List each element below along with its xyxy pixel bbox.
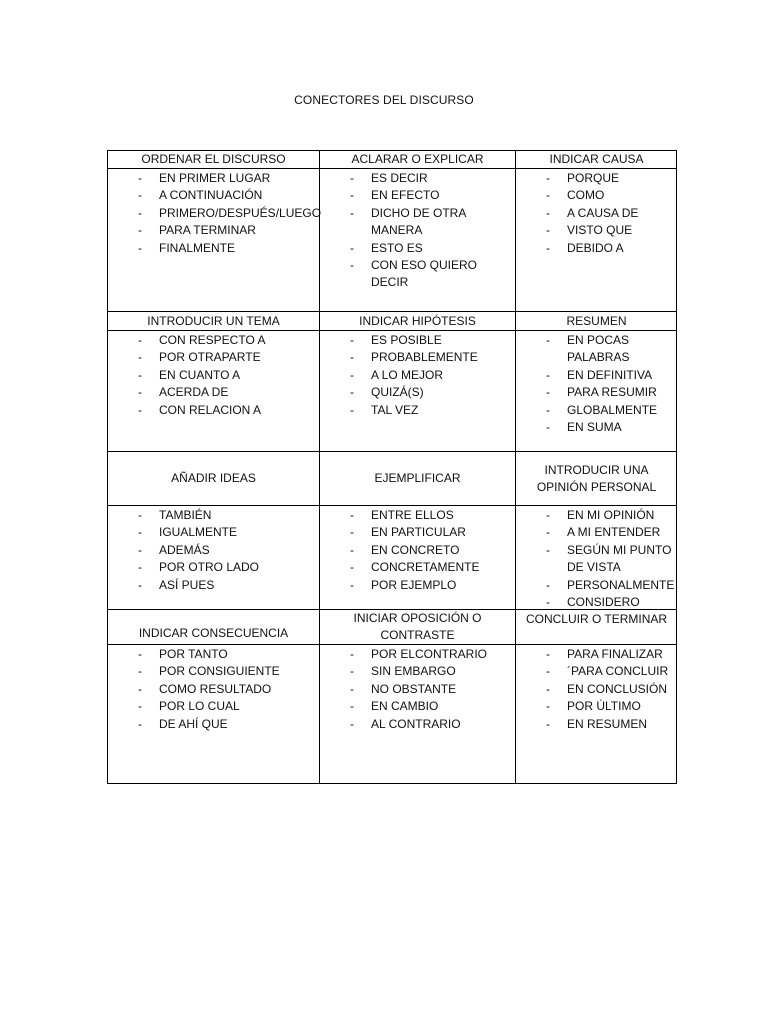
- section-body-concluir-o-terminar: [516, 645, 677, 784]
- connector-item: - ACERDA DE: [108, 384, 319, 401]
- section-heading-introducir-un-tema: INTRODUCIR UN TEMA: [108, 312, 320, 331]
- section-body-ejemplificar: [320, 506, 516, 610]
- connector-item: - POR CONSIGUIENTE: [108, 663, 319, 680]
- connector-item: - A MI ENTENDER: [516, 524, 677, 541]
- connector-item: - EN CAMBIO: [320, 698, 515, 715]
- connector-item: - VISTO QUE: [516, 222, 677, 239]
- section-heading-iniciar-oposicion-o-contraste: INICIAR OPOSICIÓN O CONTRASTE: [320, 610, 516, 645]
- connector-item: - POR ÚLTIMO: [516, 698, 677, 715]
- connector-list: [516, 331, 677, 436]
- connector-list: [516, 645, 677, 733]
- connector-item: - ´PARA CONCLUIR: [516, 663, 677, 680]
- connectors-table: [107, 150, 677, 784]
- connector-item: - FINALMENTE: [108, 240, 319, 257]
- connector-item: - PARA FINALIZAR: [516, 646, 677, 663]
- connector-list: [320, 506, 515, 594]
- connector-list: [320, 169, 515, 292]
- connector-list: [108, 645, 319, 733]
- connector-item: - A CAUSA DE: [516, 205, 677, 222]
- connector-list: [516, 506, 677, 611]
- connector-item: - ADEMÁS: [108, 542, 319, 559]
- section-heading-ordenar-el-discurso: ORDENAR EL DISCURSO: [108, 151, 320, 169]
- connector-item: - POR LO CUAL: [108, 698, 319, 715]
- section-heading-introducir-una-opinion-personal: INTRODUCIR UNA OPINIÓN PERSONAL: [516, 452, 677, 506]
- connector-item: - CON ESO QUIERO DECIR: [320, 257, 515, 292]
- connector-item: - EN MI OPINIÓN: [516, 507, 677, 524]
- connector-item: - EN CUANTO A: [108, 367, 319, 384]
- connector-item: - EN PARTICULAR: [320, 524, 515, 541]
- connector-item: - COMO RESULTADO: [108, 681, 319, 698]
- connector-item: - SEGÚN MI PUNTO DE VISTA: [516, 542, 677, 577]
- connector-item: - ES DECIR: [320, 170, 515, 187]
- connector-item: - EN CONCLUSIÓN: [516, 681, 677, 698]
- connector-item: - TAL VEZ: [320, 402, 515, 419]
- connector-list: [320, 331, 515, 419]
- section-body-indicar-causa: [516, 169, 677, 312]
- connector-item: - ESTO ES: [320, 240, 515, 257]
- connector-item: - ASÍ PUES: [108, 577, 319, 594]
- connector-item: - EN RESUMEN: [516, 716, 677, 733]
- connector-item: - CONSIDERO: [516, 594, 677, 611]
- connector-item: - ENTRE ELLOS: [320, 507, 515, 524]
- connector-item: - DE AHÍ QUE: [108, 716, 319, 733]
- section-body-introducir-una-opinion-personal: [516, 506, 677, 610]
- connector-item: - TAMBIÉN: [108, 507, 319, 524]
- section-body-introducir-un-tema: [108, 331, 320, 452]
- connector-list: [320, 645, 515, 733]
- connector-item: - A LO MEJOR: [320, 367, 515, 384]
- section-body-anadir-ideas: [108, 506, 320, 610]
- connector-item: - POR EJEMPLO: [320, 577, 515, 594]
- connector-item: - POR TANTO: [108, 646, 319, 663]
- connector-item: - CON RESPECTO A: [108, 332, 319, 349]
- connector-item: - CONCRETAMENTE: [320, 559, 515, 576]
- connector-item: - GLOBALMENTE: [516, 402, 677, 419]
- connector-item: - PROBABLEMENTE: [320, 349, 515, 366]
- connector-item: - A CONTINUACIÓN: [108, 187, 319, 204]
- connector-item: - NO OBSTANTE: [320, 681, 515, 698]
- connector-item: - EN CONCRETO: [320, 542, 515, 559]
- connector-item: - PERSONALMENTE: [516, 577, 677, 594]
- section-heading-concluir-o-terminar: CONCLUIR O TERMINAR: [516, 610, 677, 645]
- section-heading-indicar-consecuencia: INDICAR CONSECUENCIA: [108, 610, 320, 645]
- section-heading-resumen: RESUMEN: [516, 312, 677, 331]
- section-body-iniciar-oposicion-o-contraste: [320, 645, 516, 784]
- section-heading-anadir-ideas: AÑADIR IDEAS: [108, 452, 320, 506]
- connector-item: - AL CONTRARIO: [320, 716, 515, 733]
- section-heading-indicar-causa: INDICAR CAUSA: [516, 151, 677, 169]
- connector-item: - POR OTRO LADO: [108, 559, 319, 576]
- section-body-aclarar-o-explicar: [320, 169, 516, 312]
- connector-item: - IGUALMENTE: [108, 524, 319, 541]
- section-body-resumen: [516, 331, 677, 452]
- connector-item: - POR ELCONTRARIO: [320, 646, 515, 663]
- connector-item: - EN PRIMER LUGAR: [108, 170, 319, 187]
- connector-item: - COMO: [516, 187, 677, 204]
- section-body-ordenar-el-discurso: [108, 169, 320, 312]
- connector-item: - ES POSIBLE: [320, 332, 515, 349]
- connector-item: - CON RELACION A: [108, 402, 319, 419]
- connector-item: - EN POCAS PALABRAS: [516, 332, 677, 367]
- section-heading-indicar-hipotesis: INDICAR HIPÓTESIS: [320, 312, 516, 331]
- connector-item: - EN EFECTO: [320, 187, 515, 204]
- connector-item: - PARA RESUMIR: [516, 384, 677, 401]
- connector-list: [516, 169, 677, 257]
- connector-list: [108, 331, 319, 419]
- section-heading-ejemplificar: EJEMPLIFICAR: [320, 452, 516, 506]
- connector-item: - PRIMERO/DESPUÉS/LUEGO: [108, 205, 319, 222]
- section-body-indicar-hipotesis: [320, 331, 516, 452]
- connector-list: [108, 169, 322, 257]
- connector-item: - DICHO DE OTRA MANERA: [320, 205, 515, 240]
- connector-item: - PARA TERMINAR: [108, 222, 319, 239]
- connector-item: - EN DEFINITIVA: [516, 367, 677, 384]
- connector-item: - DEBIDO A: [516, 240, 677, 257]
- section-body-indicar-consecuencia: [108, 645, 320, 784]
- connector-item: - QUIZÁ(S): [320, 384, 515, 401]
- connector-item: - EN SUMA: [516, 419, 677, 436]
- connector-item: - SIN EMBARGO: [320, 663, 515, 680]
- connector-item: - POR OTRAPARTE: [108, 349, 319, 366]
- section-heading-aclarar-o-explicar: ACLARAR O EXPLICAR: [320, 151, 516, 169]
- document-title: CONECTORES DEL DISCURSO: [294, 93, 474, 107]
- connector-list: [108, 506, 319, 594]
- connector-item: - PORQUE: [516, 170, 677, 187]
